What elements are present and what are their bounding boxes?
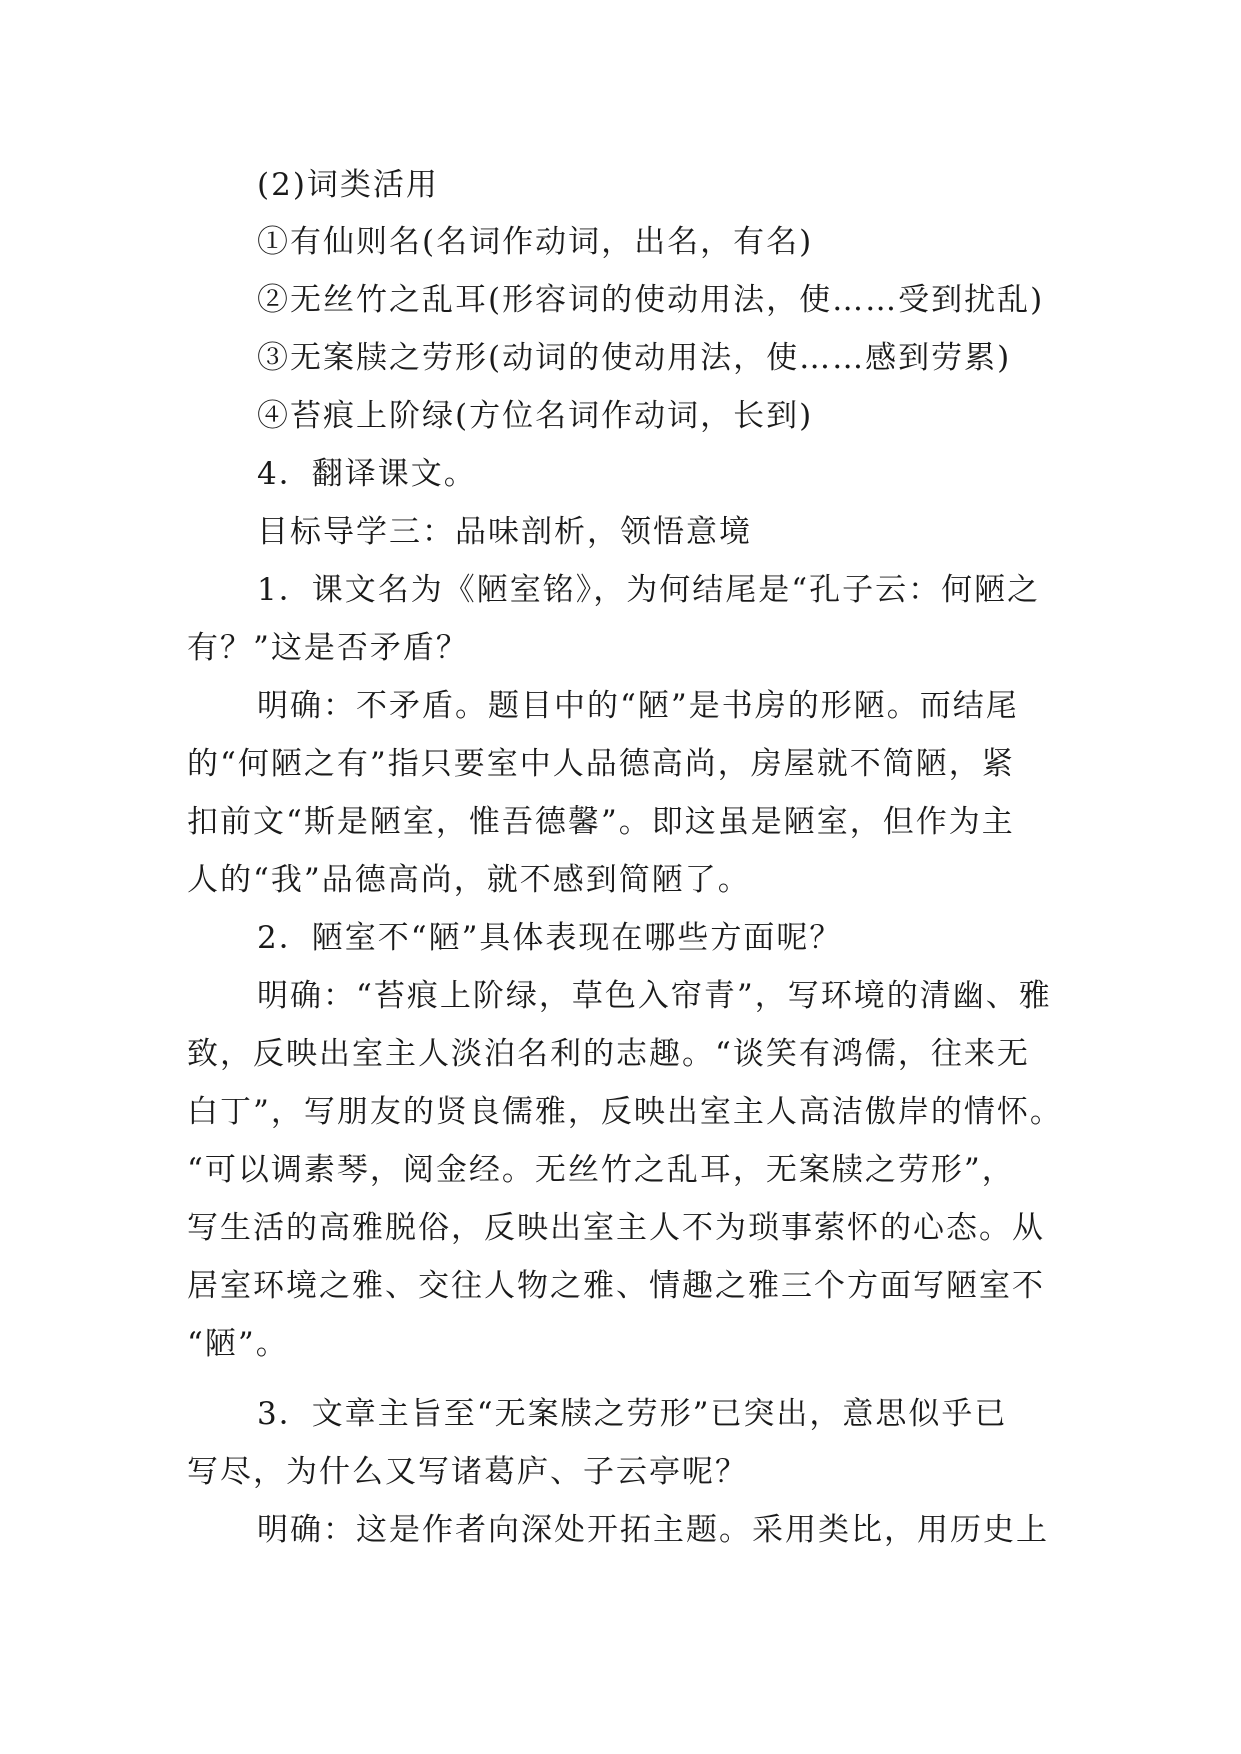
answer-line: 的“何陋之有”指只要室中人品德高尚，房屋就不简陋，紧 [187,746,1015,782]
answer-line: 写生活的高雅脱俗，反映出室主人不为琐事萦怀的心态。从 [187,1210,1045,1246]
answer-line: 人的“我”品德高尚，就不感到简陋了。 [187,862,751,898]
answer-line: “陋”。 [187,1326,289,1362]
section-heading-word-class: (2)词类活用 [257,167,439,203]
question-line: 写尽，为什么又写诸葛庐、子云亭呢？ [187,1454,748,1490]
answer-line: 致，反映出室主人淡泊名利的志趣。“谈笑有鸿儒，往来无 [187,1036,1030,1072]
list-item: ③无案牍之劳形(动词的使动用法，使……感到劳累) [257,340,1012,376]
answer-line: 白丁”，写朋友的贤良儒雅，反映出室主人高洁傲岸的情怀。 [187,1094,1063,1130]
task-heading: 4．翻译课文。 [257,456,477,492]
question-line: 2．陋室不“陋”具体表现在哪些方面呢？ [257,920,843,956]
list-item: ①有仙则名(名词作动词，出名，有名) [257,224,814,260]
answer-line: 明确：这是作者向深处开拓主题。采用类比，用历史上 [257,1512,1049,1548]
question-line: 1．课文名为《陋室铭》，为何结尾是“孔子云：何陋之 [257,572,1041,608]
answer-line: 明确：不矛盾。题目中的“陋”是书房的形陋。而结尾 [257,688,1019,724]
answer-line: 扣前文“斯是陋室，惟吾德馨”。即这虽是陋室，但作为主 [187,804,1015,840]
section-heading: 目标导学三：品味剖析，领悟意境 [257,514,752,550]
question-line: 有？”这是否矛盾？ [187,630,469,666]
answer-line: “可以调素琴，阅金经。无丝竹之乱耳，无案牍之劳形”， [187,1152,1015,1188]
list-item: ④苔痕上阶绿(方位名词作动词，长到) [257,398,814,434]
answer-line: 明确：“苔痕上阶绿，草色入帘青”，写环境的清幽、雅 [257,978,1052,1014]
list-item: ②无丝竹之乱耳(形容词的使动用法，使……受到扰乱) [257,282,1045,318]
question-line: 3．文章主旨至“无案牍之劳形”已突出，意思似乎已 [257,1396,1008,1432]
answer-line: 居室环境之雅、交往人物之雅、情趣之雅三个方面写陋室不 [187,1268,1045,1304]
